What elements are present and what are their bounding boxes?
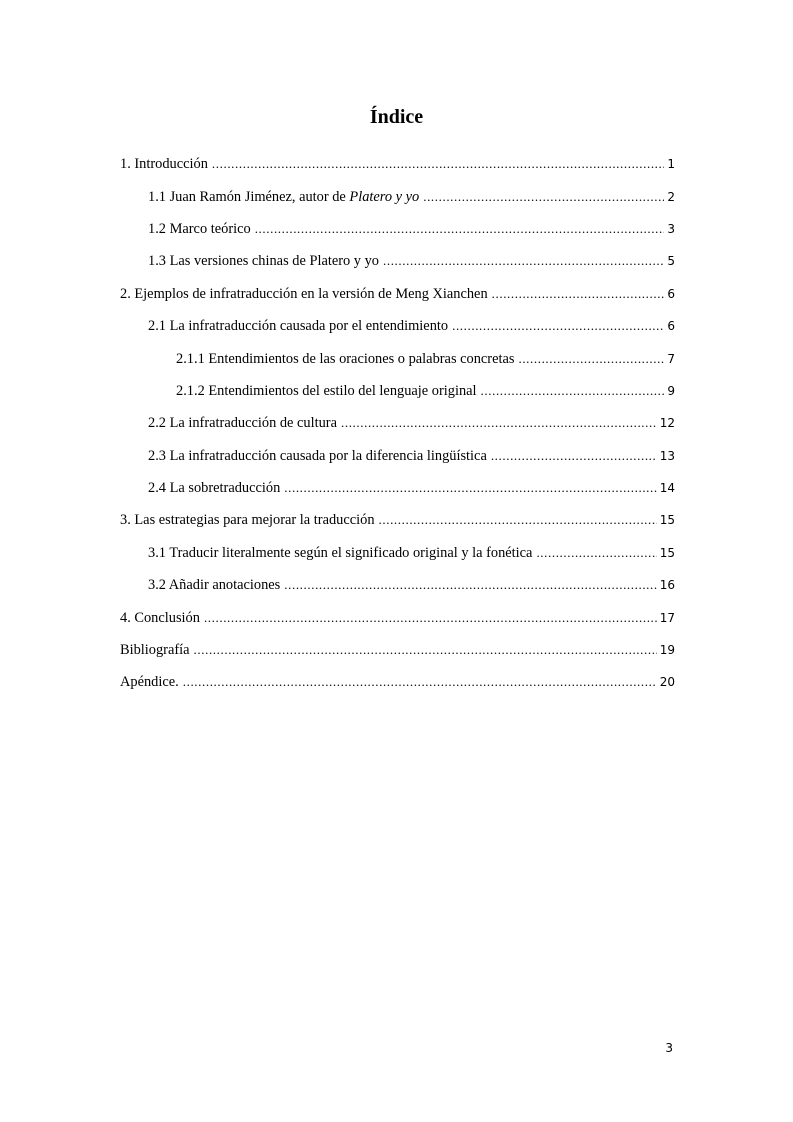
table-of-contents [120,148,675,699]
toc-entry[interactable] [120,278,675,310]
toc-entry[interactable] [120,407,675,439]
dot-leader [183,672,657,692]
dot-leader [536,543,656,563]
dot-leader [212,154,664,174]
toc-entry[interactable] [120,148,675,180]
toc-entry-page: 3 [667,221,675,236]
dot-leader [284,575,656,595]
dot-leader [423,187,664,207]
toc-entry-label: 2. Ejemplos de infratraducción en la versión de Meng Xianchen [120,285,488,302]
toc-entry[interactable] [120,180,675,212]
toc-entry-label: 3.2 Añadir anotaciones [148,577,281,594]
toc-entry-page: 1 [667,157,675,172]
toc-entry-label: 3.1 Traducir literalmente según el significado original y la fonética [148,544,533,561]
toc-entry-page: 15 [659,545,675,560]
toc-entry-page: 12 [659,416,675,431]
toc-entry-page: 7 [667,351,675,366]
toc-entry-page: 13 [659,448,675,463]
toc-entry-label: 2.2 La infratraducción de cultura [148,415,337,432]
toc-entry-label-text: 1.1 Juan Ramón Jiménez, autor de [148,188,350,205]
toc-entry-label: 1.3 Las versiones chinas de Platero y yo [148,253,379,270]
toc-entry[interactable] [120,537,675,569]
toc-entry[interactable] [120,375,675,407]
toc-entry[interactable] [120,440,675,472]
toc-entry[interactable] [120,569,675,601]
toc-entry-label: 2.1 La infratraducción causada por el entendimiento [148,318,449,335]
dot-leader [194,640,657,660]
dot-leader [284,478,656,498]
toc-entry-page: 6 [667,319,675,334]
dot-leader [518,349,664,369]
toc-entry[interactable] [120,472,675,504]
toc-entry-page: 17 [659,610,675,625]
toc-entry-page: 5 [667,254,675,269]
toc-entry-label: Apéndice. [120,674,179,691]
toc-entry-page: 15 [659,513,675,528]
toc-entry[interactable] [120,213,675,245]
dot-leader [379,510,657,530]
dot-leader [481,381,665,401]
page-number: 3 [665,1041,673,1055]
dot-leader [452,316,664,336]
toc-entry-label: 2.1.1 Entendimientos de las oraciones o palabras concretas [176,350,515,367]
toc-entry-label: 1. Introducción [120,156,208,173]
toc-entry-label: 4. Conclusión [120,609,200,626]
toc-entry[interactable] [120,310,675,342]
dot-leader [383,251,664,271]
dot-leader [491,446,657,466]
toc-entry-page: 16 [659,578,675,593]
toc-entry[interactable] [120,504,675,536]
toc-entry[interactable] [120,601,675,633]
toc-entry[interactable] [120,634,675,666]
toc-entry-label: 1.2 Marco teórico [148,220,251,237]
toc-entry-page: 19 [659,643,675,658]
toc-entry-page: 20 [659,675,675,690]
toc-title: Índice [369,106,424,128]
toc-entry-label: Bibliografía [120,642,190,659]
toc-entry-label: 2.1.2 Entendimientos del estilo del lenguaje original [176,382,477,399]
toc-entry[interactable] [120,245,675,277]
toc-entry-label: 2.4 La sobretraducción [148,480,281,497]
toc-entry-label [148,187,421,207]
dot-leader [204,608,657,628]
toc-entry[interactable] [120,342,675,374]
toc-entry-label-italic: Platero y yo [349,188,420,205]
toc-entry-label: 2.3 La infratraducción causada por la diferencia lingüística [148,447,487,464]
dot-leader [341,413,657,433]
toc-entry[interactable] [120,666,675,698]
dot-leader [492,284,665,304]
toc-entry-page: 9 [667,383,675,398]
toc-entry-label: 3. Las estrategias para mejorar la traducción [120,512,375,529]
toc-entry-page: 6 [667,286,675,301]
dot-leader [255,219,665,239]
toc-entry-page: 2 [667,189,675,204]
toc-entry-page: 14 [659,481,675,496]
